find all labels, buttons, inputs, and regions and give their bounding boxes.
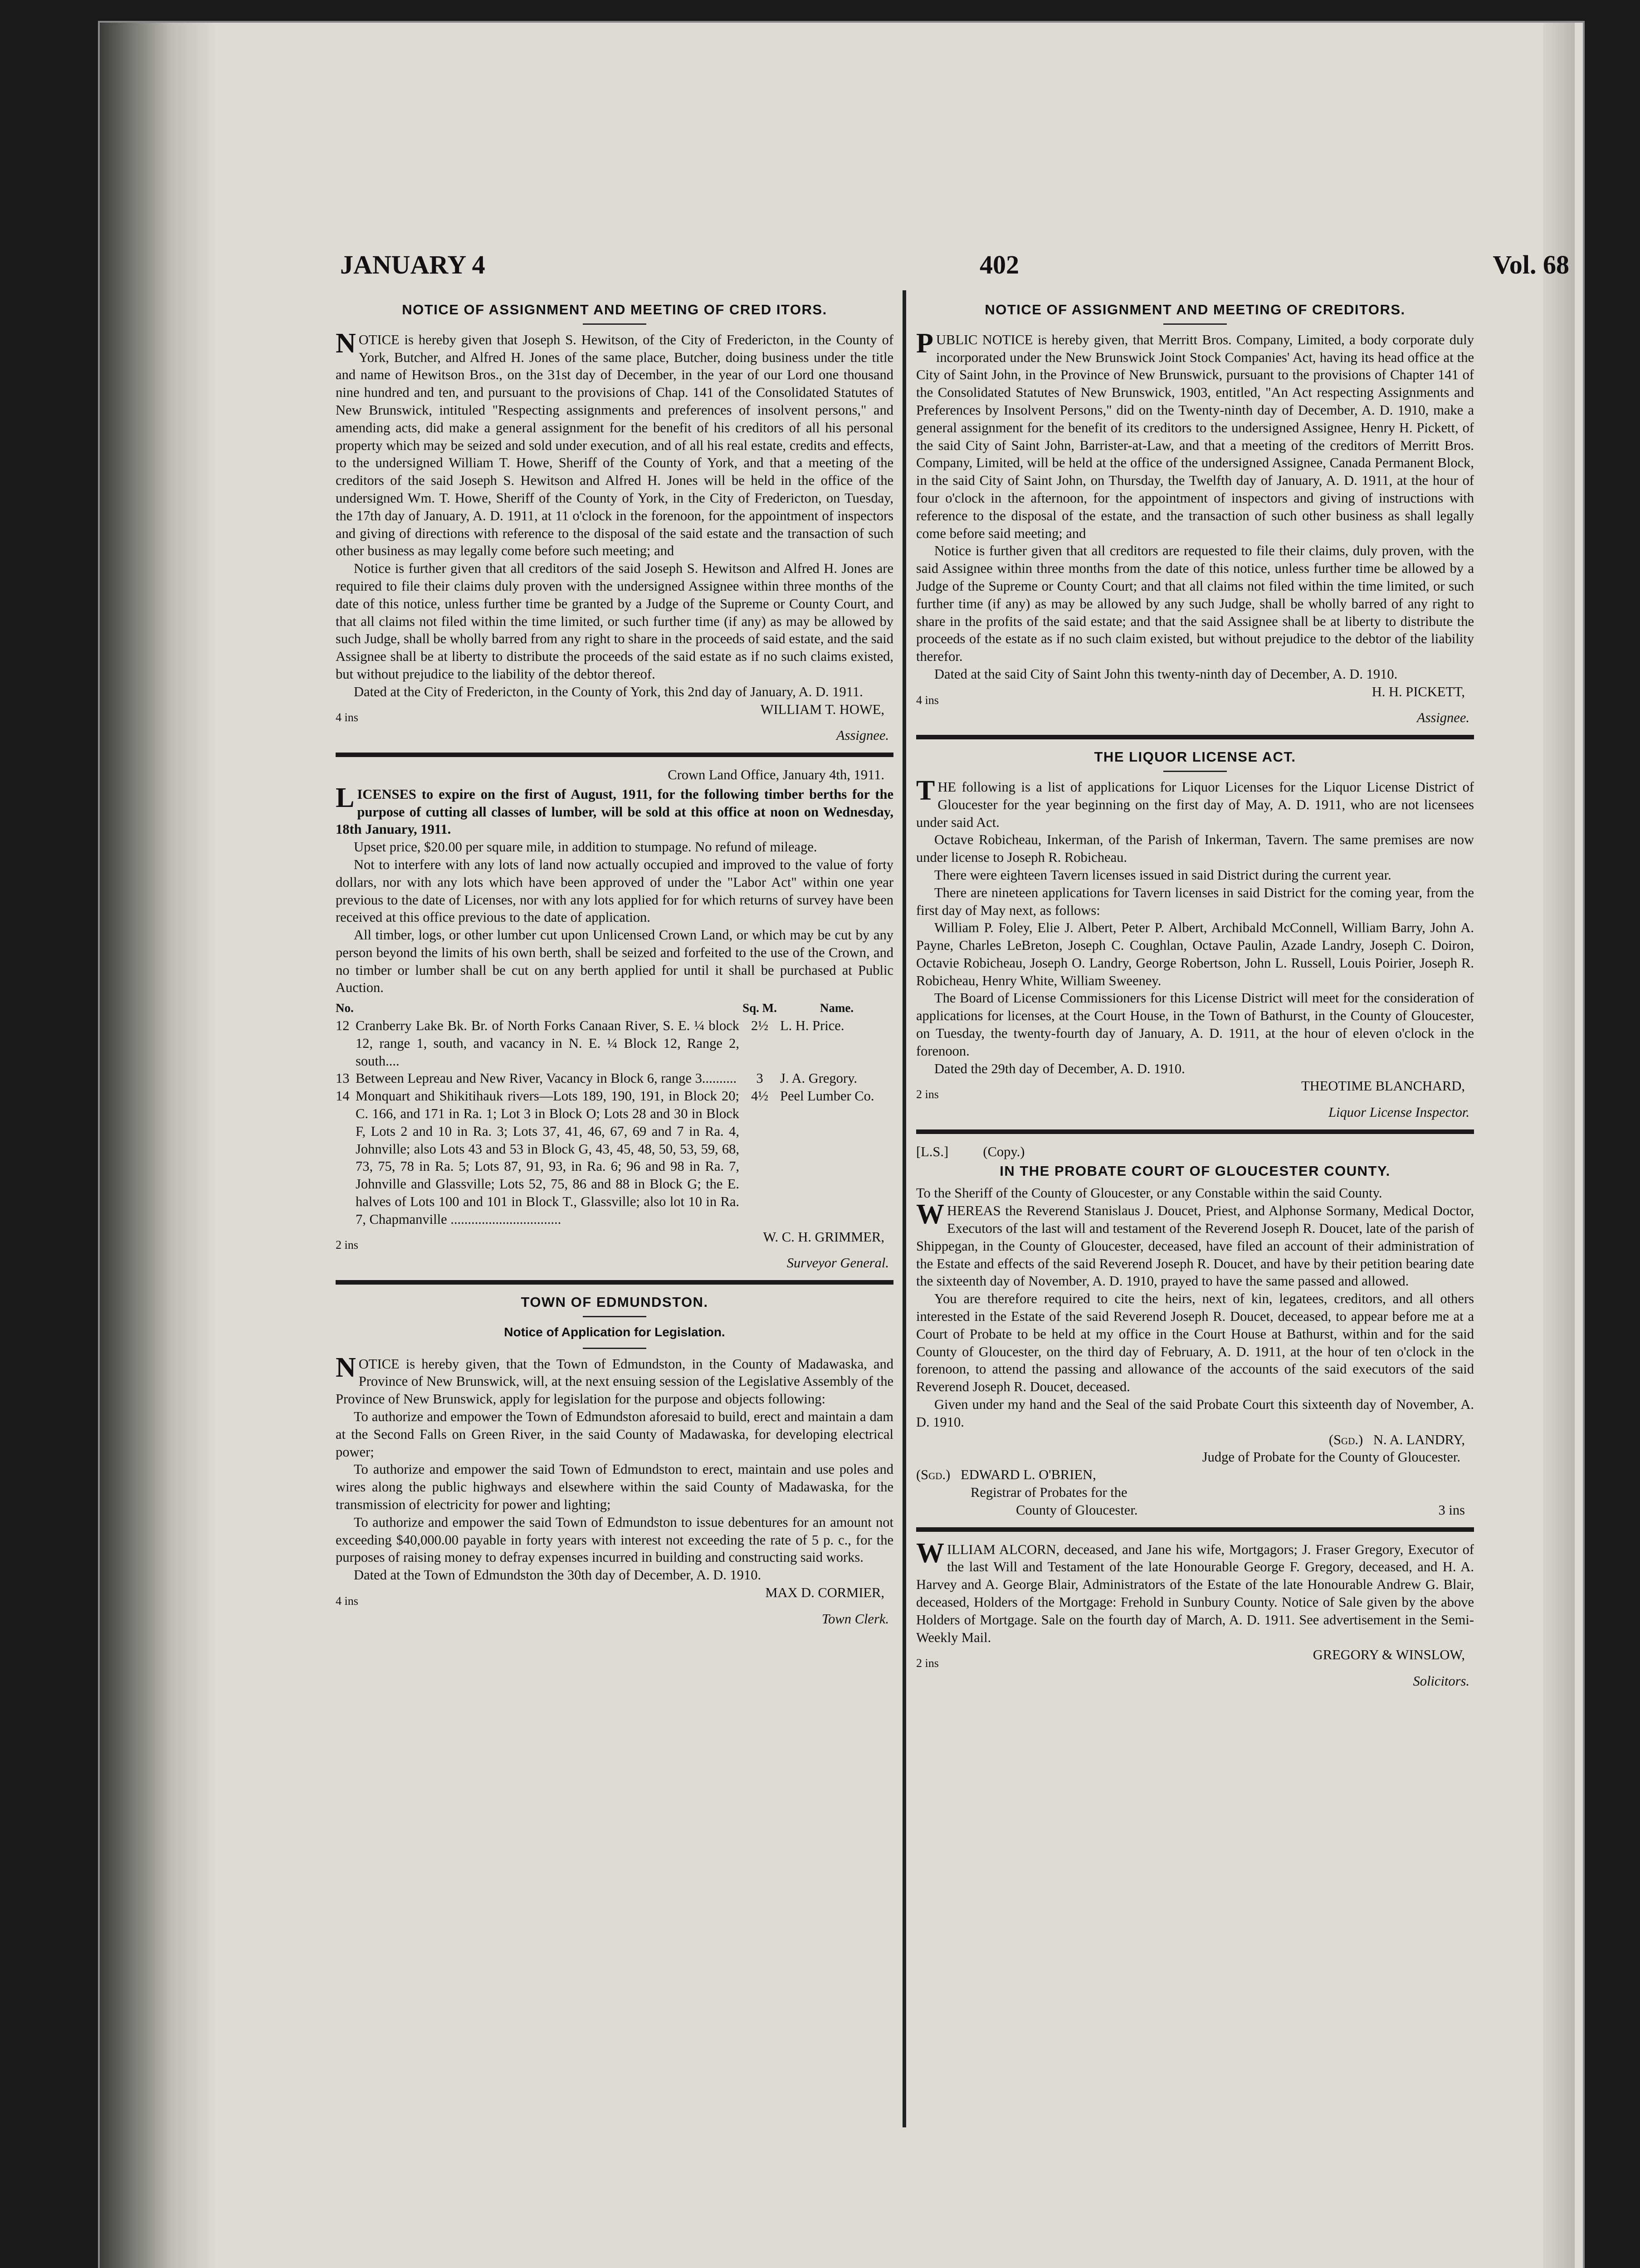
header-volume: Vol. 68 <box>1493 250 1569 279</box>
title-rule <box>583 1348 646 1349</box>
drop-cap: W <box>916 1199 944 1230</box>
notice-paragraph: Upset price, $20.00 per square mile, in addition to stumpage. No refund of mileage. <box>354 839 817 855</box>
column-divider <box>903 290 906 2127</box>
drop-cap: P <box>916 327 933 359</box>
notice-paragraph: WILLIAM ALCORN, deceased, and Jane his wife, Mortgagors; J. Fraser Gregory, Executor of the last Will and Testament of the late Honourable George F. Gregory, deceased, and H. A. Harvey and A. George Blair, Administrators of the Estate of the late Honourable Andrew G. Blair, deceased, Holders of the Mortgage: Frehold in Sunbury County. Notice of Sale given by the above Holders of Mortgage. Sale on the fourth day of March, A. D. 1911. See advertisement in the Semi-Weekly Mail. <box>916 1537 1474 1645</box>
title-rule <box>583 1316 646 1317</box>
signed-registrar: (Sgd.) EDWARD L. O'BRIEN, <box>916 1467 1096 1483</box>
notice-paragraph: There were eighteen Tavern licenses issued in said District during the current year. <box>934 867 1391 883</box>
col-sqm-header: Sq. M. <box>742 1001 777 1015</box>
notice-signer: H. H. PICKETT, <box>1372 684 1465 699</box>
notice-paragraph: Given under my hand and the Seal of the said Probate Court this sixteenth day of November, A. D. 1910. <box>916 1397 1474 1430</box>
notice-paragraph: To authorize and empower the Town of Edmundston aforesaid to build, erect and maintain a dam at the Second Falls on Green River, in the said County of Madawaska, for developing electrical power; <box>336 1409 893 1460</box>
notice-paragraph: Dated at the Town of Edmundston the 30th day of December, A. D. 1910. <box>354 1567 761 1583</box>
notice-merritt-assignment <box>916 301 1474 727</box>
drop-cap: N <box>336 1352 356 1383</box>
notice-paragraph: NOTICE is hereby given that Joseph S. Hewitson, of the City of Fredericton, in the County of York, Butcher, and Alfred H. Jones of the same place, Butcher, doing business under the title and name of Hewitson Bros., on the 31st day of December, in the year of our Lord one thousand nine hundred and ten, and pursuant to the provisions of Chap. 141 of the Consolidated Statutes of New Brunswick, intituled "Respecting assignments and preferences of insolvent persons," and amending acts, did make a general assignment for the benefit of his creditors of all his personal property which may be seized and sold under execution, and of all his real estate, credits and effects, to the undersigned William T. Howe, Sheriff of the County of York, and that a meeting of the creditors of the said Joseph S. Hewitson and Alfred H. Jones will be held in the office of the undersigned Wm. T. Howe, Sheriff of the County of York, in the City of Fredericton, on Tuesday, the 17th day of January, A. D. 1911, at 11 o'clock in the forenoon, for the appointment of inspectors and giving of directions with reference to the disposal of the said estate and the transaction of such other business as may legally come before such meeting; and <box>336 327 893 559</box>
timber-berth-table <box>336 999 893 1228</box>
insertion-count: 2 ins <box>916 1088 939 1101</box>
notice-signer-role: Surveyor General. <box>786 1255 889 1271</box>
notice-paragraph: PUBLIC NOTICE is hereby given, that Merritt Bros. Company, Limited, a body corporate duly incorporated under the New Brunswick Joint Stock Companies' Act, having its head office at the City of Saint John, in the Province of New Brunswick, pursuant to the provisions of Chapter 141 of the Consolidated Statutes of New Brunswick, 1903, entitled, "An Act respecting Assignments and Preferences by Insolvent Persons," did on the Twenty-ninth day of December, A. D. 1910, make a general assignment for the benefit of its creditors to the undersigned Assignee, Henry H. Pickett, of the said City of Saint John, Barrister-at-Law, and that a meeting of the creditors of Merritt Bros. Company, Limited, will be held at the office of the undersigned Assignee, Canada Permanent Block, in the said City of Saint John, on Thursday, the Twelfth day of January, A. D. 1911, at the hour of four o'clock in the afternoon, for the appointment of inspectors and giving of instructions with reference to the disposal of the estate, and the transaction of such other business as shall legally come before said meeting; and <box>916 327 1474 541</box>
header-date: JANUARY 4 <box>340 250 485 279</box>
notice-paragraph: William P. Foley, Elie J. Albert, Peter P. Albert, Archibald McConnell, William Barry, John A. Payne, Charles LeBreton, Joseph C. Coughlan, Octave Paulin, Azade Landry, Joseph C. Doiron, Octavie Robicheau, Joseph O. Landry, George Robertson, John L. Russell, Louis Poirier, Joseph R. Robicheau, Henry White, William Sweeney. <box>916 920 1474 988</box>
insertion-count: 4 ins <box>336 1594 358 1608</box>
page-fold-shadow <box>1543 23 1575 2268</box>
col-no-header: No. <box>336 1001 354 1015</box>
notice-title: NOTICE OF ASSIGNMENT AND MEETING OF CREDITORS. <box>985 302 1406 318</box>
notice-signer-role: Liquor License Inspector. <box>1328 1105 1469 1120</box>
drop-cap: T <box>916 775 935 806</box>
notice-signer: GREGORY & WINSLOW, <box>1313 1647 1465 1663</box>
notice-title: IN THE PROBATE COURT OF GLOUCESTER COUNTY. <box>1000 1163 1391 1179</box>
signed-judge: (Sgd.) N. A. LANDRY, <box>1328 1432 1465 1447</box>
insertion-count: 2 ins <box>336 1238 358 1252</box>
notice-paragraph: Notice is further given that all creditors of the said Joseph S. Hewitson and Alfred H. Jones are required to file their claims duly proven with the undersigned Assignee within three months of the date of this notice, unless further time be granted by a Judge of the Supreme or County Court, and that all claims not filed within the time limited, or such further time (if any) as may be allowed by such Judge, shall be wholly barred from any right to share in the proceeds of said estate, and the said Assignee shall be at liberty to distribute the proceeds of the said estate as if no such claims existed, but without prejudice to the liability of the debtor thereof. <box>336 561 893 682</box>
notice-alcorn-mortgage <box>916 1537 1474 1690</box>
notice-paragraph: All timber, logs, or other lumber cut upon Unlicensed Crown Land, or which may be cut by any person beyond the limits of his own berth, shall be seized and forfeited to the use of the Crown, and no timber or lumber shall be cut on any berth applied for until it shall be purchased at Public Auction. <box>336 927 893 996</box>
section-rule <box>336 753 893 757</box>
insertion-count: 2 ins <box>916 1657 939 1670</box>
title-rule <box>1163 771 1227 772</box>
notice-paragraph: To authorize and empower the said Town of Edmundston to issue debentures for an amount not exceeding $40,000.00 payable in forty years with interest not exceeding the rate of 5 p. c., for the purposes of raising money to defray expenses incurred in building and constructing said works. <box>336 1514 893 1565</box>
registrar-role: Registrar of Probates for the <box>971 1485 1128 1500</box>
notice-paragraph: THE following is a list of applications for Liquor Licenses for the Liquor License District of Gloucester for the year beginning on the first day of May, A. D. 1911, who are not licensees under said Act. <box>916 775 1474 830</box>
notice-signer-role: Town Clerk. <box>821 1611 889 1627</box>
insertion-count: 4 ins <box>916 693 939 707</box>
notice-signer: THEOTIME BLANCHARD, <box>1301 1078 1465 1094</box>
notice-paragraph: You are therefore required to cite the heirs, next of kin, legatees, creditors, and all others interested in the Estate of the said Reverend Joseph R. Doucet, deceased, to appear before me at a Court of Probate to be held at my office in the Court House at Bathurst, within and for the said County of Gloucester, on the third day of February, A. D. 1911, at the hour of ten o'clock in the forenoon, to attend the passing and allowance of the accounts of the said executors of the said Reverend Joseph R. Doucet, deceased. <box>916 1291 1474 1395</box>
seal-copy-line: [L.S.] (Copy.) <box>916 1144 1025 1159</box>
notice-liquor-license <box>916 748 1474 1121</box>
notice-dateline: Crown Land Office, January 4th, 1911. <box>668 767 884 782</box>
title-rule <box>1163 323 1227 325</box>
notice-town-edmundston <box>336 1294 893 1628</box>
table-row: 14 Monquart and Shikitihauk rivers—Lots 189, 190, 191, in Block 20; C. 166, and 171 in Ra. 1; Lot 3 in Block O; Lots 28 and 30 in Block F, Lots 2 and 10 in Ra. 3; Lots 37, 41, 46, 67, 69 and 7 in Ra. 4, Johnville; also Lots 43 and 53 in Block G, 43, 45, 48, 50, 53, 59, 68, 73, 75, 78 in Ra. 5; Lots 87, 91, 93, in Ra. 6; 96 and 98 in Ra. 7, Johnville and Glassville; Lots 52, 75, 86 and 88 in Block G; the E. halves of Lots 100 and 101 in Block T., Glassville; also lot 10 in Ra. 7, Chapmanville ................................ 4½ Peel Lumber Co. <box>336 1088 874 1227</box>
drop-cap: L <box>336 782 355 813</box>
notice-signer: W. C. H. GRIMMER, <box>763 1229 884 1245</box>
notice-signer-role: Assignee. <box>836 728 889 743</box>
notice-paragraph: Not to interfere with any lots of land now actually occupied and improved to the value of forty dollars, nor with any lots which have been approved of under the "Labor Act" within one year previous to the date of Licenses, nor with any lots applied for for which returns of survey have been received at this office previous to the date of application. <box>336 856 893 925</box>
notice-probate-court <box>916 1143 1474 1519</box>
notice-paragraph: To the Sheriff of the County of Gloucester, or any Constable within the said County. <box>916 1185 1382 1201</box>
notice-subtitle: Notice of Application for Legislation. <box>504 1325 725 1339</box>
notice-title: TOWN OF EDMUNDSTON. <box>521 1294 708 1310</box>
notice-signer-role: Solicitors. <box>1413 1673 1469 1689</box>
table-header <box>336 999 893 1017</box>
notice-paragraph: Dated the 29th day of December, A. D. 1910. <box>934 1061 1185 1076</box>
left-column <box>336 299 893 1628</box>
notice-title: THE LIQUOR LICENSE ACT. <box>1094 749 1296 765</box>
table-row: 13 Between Lepreau and New River, Vacancy in Block 6, range 3.......... 3 J. A. Gregory. <box>336 1070 857 1086</box>
drop-cap: N <box>336 327 356 359</box>
section-rule <box>916 1527 1474 1532</box>
section-rule <box>336 1280 893 1285</box>
title-rule <box>583 323 646 325</box>
section-rule <box>916 1129 1474 1134</box>
registrar-role-row: County of Gloucester. 3 ins <box>916 1501 1474 1519</box>
notice-hewitson-assignment <box>336 301 893 744</box>
notice-paragraph: LICENSES to expire on the first of August, 1911, for the following timber berths for the purpose of cutting all classes of lumber, will be sold at this office at noon on Wednesday, 18th January, 1911. <box>336 782 893 837</box>
judge-role: Judge of Probate for the County of Gloucester. <box>1202 1449 1460 1465</box>
notice-paragraph: Dated at the City of Fredericton, in the County of York, this 2nd day of January, A. D. 1911. <box>354 684 863 699</box>
right-column <box>916 299 1474 1690</box>
section-rule <box>916 735 1474 739</box>
notice-crown-land <box>336 766 893 1272</box>
notice-paragraph: Dated at the said City of Saint John this twenty-ninth day of December, A. D. 1910. <box>934 666 1398 682</box>
notice-signer: MAX D. CORMIER, <box>765 1584 884 1600</box>
header-page-number: 402 <box>980 250 1019 279</box>
table-row: 12 Cranberry Lake Bk. Br. of North Forks Canaan River, S. E. ¼ block 12, range 1, south, and vacancy in N. E. ¼ Block 12, Range 2, south.... 2½ L. H. Price. <box>336 1018 844 1069</box>
notice-signer-role: Assignee. <box>1416 710 1469 726</box>
notice-paragraph: The Board of License Commissioners for this License District will meet for the consideration of applications for licenses, at the Court House, in the Town of Bathurst, in the County of Gloucester, on Tuesday, the twenty-fourth day of January, A. D. 1911, at the hour of eleven o'clock in the forenoon. <box>916 990 1474 1059</box>
notice-title: NOTICE OF ASSIGNMENT AND MEETING OF CRED ITORS. <box>402 302 827 318</box>
col-name-header: Name. <box>820 1001 854 1015</box>
notice-paragraph: There are nineteen applications for Tavern licenses in said District for the coming year, from the first day of May next, as follows: <box>916 885 1474 918</box>
drop-cap: W <box>916 1537 944 1569</box>
insertion-count: 3 ins <box>1438 1502 1465 1518</box>
notice-paragraph: NOTICE is hereby given, that the Town of Edmundston, in the County of Madawaska, and Province of New Brunswick, will, at the next ensuing session of the Legislative Assembly of the Province of New Brunswick, apply for legislation for the purpose and objects following: <box>336 1352 893 1407</box>
notice-paragraph: Notice is further given that all creditors are requested to file their claims, duly proven, with the said Assignee within three months from the date of this notice, unless further time be allowed by a Judge of the Supreme or County Court; and that all claims not filed within the time limited, or such further time (if any) as may be allowed by any such Judge, shall be wholly barred of any right to share in the profits of the said estate; and that the said Assignee shall be at liberty to distribute the proceeds of the estate as if no such claim existed, but without prejudice to the debtor of the liability therefor. <box>916 543 1474 665</box>
page-header <box>331 249 1574 299</box>
notice-paragraph: To authorize and empower the said Town of Edmundston to erect, maintain and use poles and wires along the public highways and elsewhere within the said County of Madawaska, for the transmission of electricity for power and lighting; <box>336 1461 893 1512</box>
insertion-count: 4 ins <box>336 711 358 724</box>
notice-paragraph: Octave Robicheau, Inkerman, of the Parish of Inkerman, Tavern. The same premises are now under license to Joseph R. Robicheau. <box>916 832 1474 865</box>
notice-paragraph: WHEREAS the Reverend Stanislaus J. Doucet, Priest, and Alphonse Sormany, Medical Doctor, Executors of the last will and testament of the Reverend Joseph R. Doucet, late of the parish of Shippegan, in the County of Gloucester, deceased, have filed an account of their administration of the Estate and effects of the said Reverend Joseph R. Doucet, and have by their petition bearing date the sixteenth day of November, A. D. 1910, prayed to have the same passed and allowed. <box>916 1199 1474 1289</box>
notice-signer: WILLIAM T. HOWE, <box>760 701 884 717</box>
